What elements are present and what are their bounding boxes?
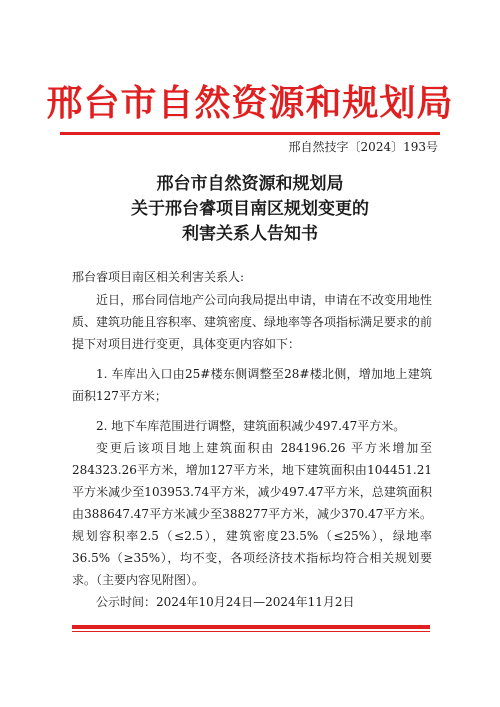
footer-red-rule	[72, 625, 430, 629]
salutation: 邢台睿项目南区相关利害关系人:	[72, 270, 245, 284]
intro-paragraph: 近日，邢台同信地产公司向我局提出申请，申请在不改变用地性质、建筑功能且容积率、建筑密度、绿地率等各项指标满足要求的前提下对项目进行变更，具体变更内容如下：	[72, 293, 433, 351]
title-line-3: 利害关系人告知书	[182, 224, 318, 244]
title-line-1: 邢台市自然资源和规划局	[156, 174, 344, 194]
change-item-2: 2. 地下车库范围进行调整，建筑面积减少497.47平方米。	[96, 419, 406, 433]
header-red-rule	[60, 132, 440, 135]
document-body	[72, 289, 432, 613]
summary-paragraph: 变更后该项目地上建筑面积由 284196.26 平方米增加至 284323.26平方米，增加127平方米，地下建筑面积由104451.21平方米减少至103953.74平方米，减少497.47平方米，总建筑面积由388647.47平方米减少至388277平方米，减少370.47平方米。规划容积率2.5（≤2.5），建筑密度23.5%（≤25%），绿地率36.5%（≥35%），均不变，各项经济技术指标均符合相关规划要求。（主要内容见附图）。	[72, 441, 432, 587]
document-number: 邢自然技字〔2024〕193号	[288, 140, 438, 154]
title-line-2: 关于邢台睿项目南区规划变更的	[131, 199, 369, 219]
masthead-title: 邢台市自然资源和规划局	[46, 82, 454, 124]
notice-period: 公示时间：2024年10月24日—2024年11月2日	[96, 595, 355, 609]
document-title	[0, 172, 500, 247]
change-item-1: 1. 车库出入口由25#楼东侧调整至28#楼北侧，增加地上建筑面积127平方米；	[72, 367, 432, 403]
